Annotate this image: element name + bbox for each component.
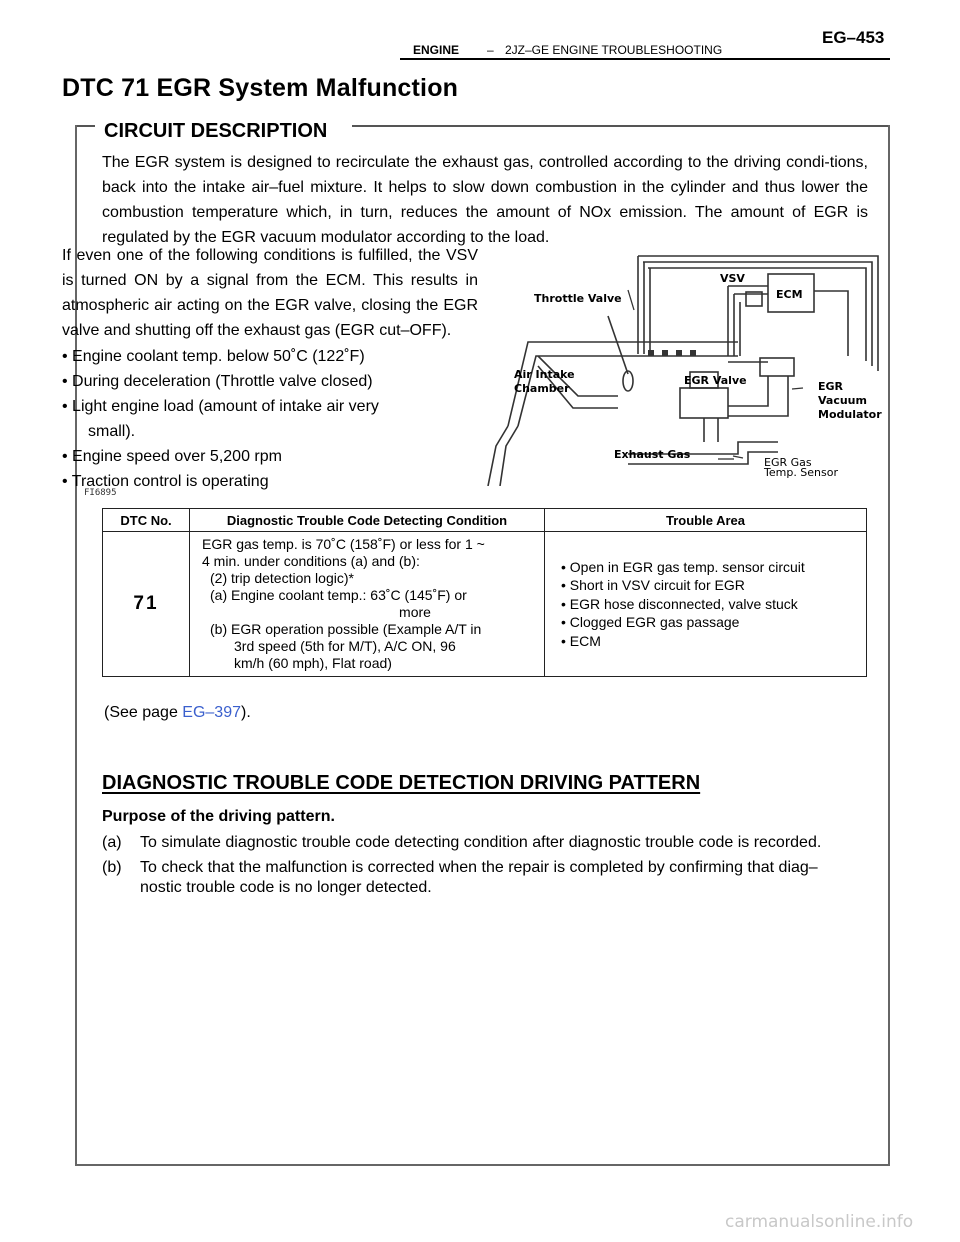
condition-line: (a) Engine coolant temp.: 63˚C (145˚F) or	[210, 587, 467, 603]
see-page-suffix: ).	[241, 704, 251, 721]
condition-line: km/h (60 mph), Flat road)	[234, 655, 392, 671]
diagram-label-temp-sensor: Temp. Sensor	[764, 466, 839, 479]
condition-line: 4 min. under conditions (a) and (b):	[202, 553, 420, 569]
egr-cut-conditions	[62, 344, 478, 494]
trouble-area	[545, 532, 867, 677]
trouble-area-item: • ECM	[561, 632, 601, 649]
table-row	[103, 532, 867, 677]
trouble-area-item: • Short in VSV circuit for EGR	[561, 577, 745, 594]
page-number: EG–453	[822, 28, 885, 47]
diagram-label-chamber: Chamber	[514, 382, 570, 395]
condition-line: 3rd speed (5th for M/T), A/C ON, 96	[234, 638, 456, 654]
frame-top-right	[352, 125, 890, 127]
item-text-continued: nostic trouble code is no longer detected.	[140, 879, 432, 896]
page-title: DTC 71 EGR System Malfunction	[62, 74, 459, 102]
header-subtitle: 2JZ–GE ENGINE TROUBLESHOOTING	[505, 43, 723, 57]
header-detecting-condition: Diagnostic Trouble Code Detecting Condition	[190, 509, 545, 532]
driving-pattern-purpose: Purpose of the driving pattern.	[102, 808, 335, 825]
detecting-condition	[190, 532, 545, 677]
condition-item: • Light engine load (amount of intake air very	[62, 398, 379, 415]
figure-id: FI6895	[84, 488, 117, 498]
diagram-label-vsv: VSV	[720, 272, 745, 285]
watermark: carmanualsonline.info	[725, 1212, 914, 1232]
header-rule	[400, 58, 890, 60]
diagram-label-egr: EGR	[818, 380, 844, 393]
table-header-row	[103, 509, 867, 532]
purpose-item-b	[102, 858, 882, 898]
condition-line: more	[399, 604, 431, 620]
condition-line: EGR gas temp. is 70˚C (158˚F) or less for 1 ~	[202, 536, 485, 552]
header-section: ENGINE	[413, 43, 460, 57]
item-text: To simulate diagnostic trouble code detecting condition after diagnostic trouble code is recorded.	[140, 834, 822, 851]
item-text: To check that the malfunction is corrected when the repair is completed by confirming that diag–	[140, 859, 818, 876]
condition-item: • Traction control is operating	[62, 473, 269, 490]
diagram-label-exhaust-gas: Exhaust Gas	[614, 448, 691, 461]
see-page-link[interactable]: EG–397	[182, 704, 241, 721]
condition-line: (b) EGR operation possible (Example A/T in	[210, 621, 482, 637]
diagram-label-vacuum: Vacuum	[818, 394, 867, 407]
dtc-number: 71	[103, 532, 190, 677]
see-page-prefix: (See page	[104, 704, 183, 721]
item-label: (b)	[102, 859, 122, 876]
circuit-paragraph-1: The EGR system is designed to recirculate the exhaust gas, controlled according to the driving condi-tions, back into the intake air–fuel mixture. It helps to slow down combustion in the cylinder and thus lower the combustion temperature which, in turn, reduces the amount of NOx emission. The amount of EGR is regulated by the EGR vacuum modulator according to the load.	[102, 154, 868, 246]
condition-item: • During deceleration (Throttle valve closed)	[62, 373, 373, 390]
diagram-label-egr-valve: EGR Valve	[684, 374, 747, 387]
diagram-label-ecm: ECM	[776, 288, 803, 301]
see-page-note	[104, 704, 251, 722]
trouble-area-item: • Open in EGR gas temp. sensor circuit	[561, 558, 805, 575]
condition-line: (2) trip detection logic)*	[210, 570, 354, 586]
condition-item-continued: small).	[88, 423, 136, 440]
circuit-paragraph-2: If even one of the following conditions is fulfilled, the VSV is turned ON by a signal from the ECM. This results in atmospheric air acting on the EGR valve, closing the EGR valve and shutting off the exhaust gas (EGR cut–OFF).	[62, 247, 478, 339]
frame-top-left	[75, 125, 95, 127]
diagram-label-air-intake: Air Intake	[514, 368, 575, 381]
header-dtc-no: DTC No.	[103, 509, 190, 532]
header-dash: –	[487, 43, 494, 57]
egr-system-diagram	[478, 246, 890, 486]
condition-item: • Engine coolant temp. below 50˚C (122˚F)	[62, 348, 365, 365]
circuit-description-heading: CIRCUIT DESCRIPTION	[98, 120, 333, 143]
diagram-label-modulator: Modulator	[818, 408, 882, 421]
diagram-label-egr-gas: EGR Gas	[764, 456, 812, 469]
trouble-area-item: • Clogged EGR gas passage	[561, 614, 740, 631]
frame-bottom	[75, 1164, 890, 1166]
driving-pattern-heading: DIAGNOSTIC TROUBLE CODE DETECTION DRIVING PATTERN	[102, 772, 701, 794]
diagram-label-throttle-valve: Throttle Valve	[534, 292, 622, 305]
purpose-item-a	[102, 833, 882, 853]
condition-item: • Engine speed over 5,200 rpm	[62, 448, 282, 465]
trouble-area-item: • EGR hose disconnected, valve stuck	[561, 595, 798, 612]
item-label: (a)	[102, 834, 122, 851]
header-trouble-area: Trouble Area	[545, 509, 867, 532]
dtc-table	[102, 508, 867, 677]
